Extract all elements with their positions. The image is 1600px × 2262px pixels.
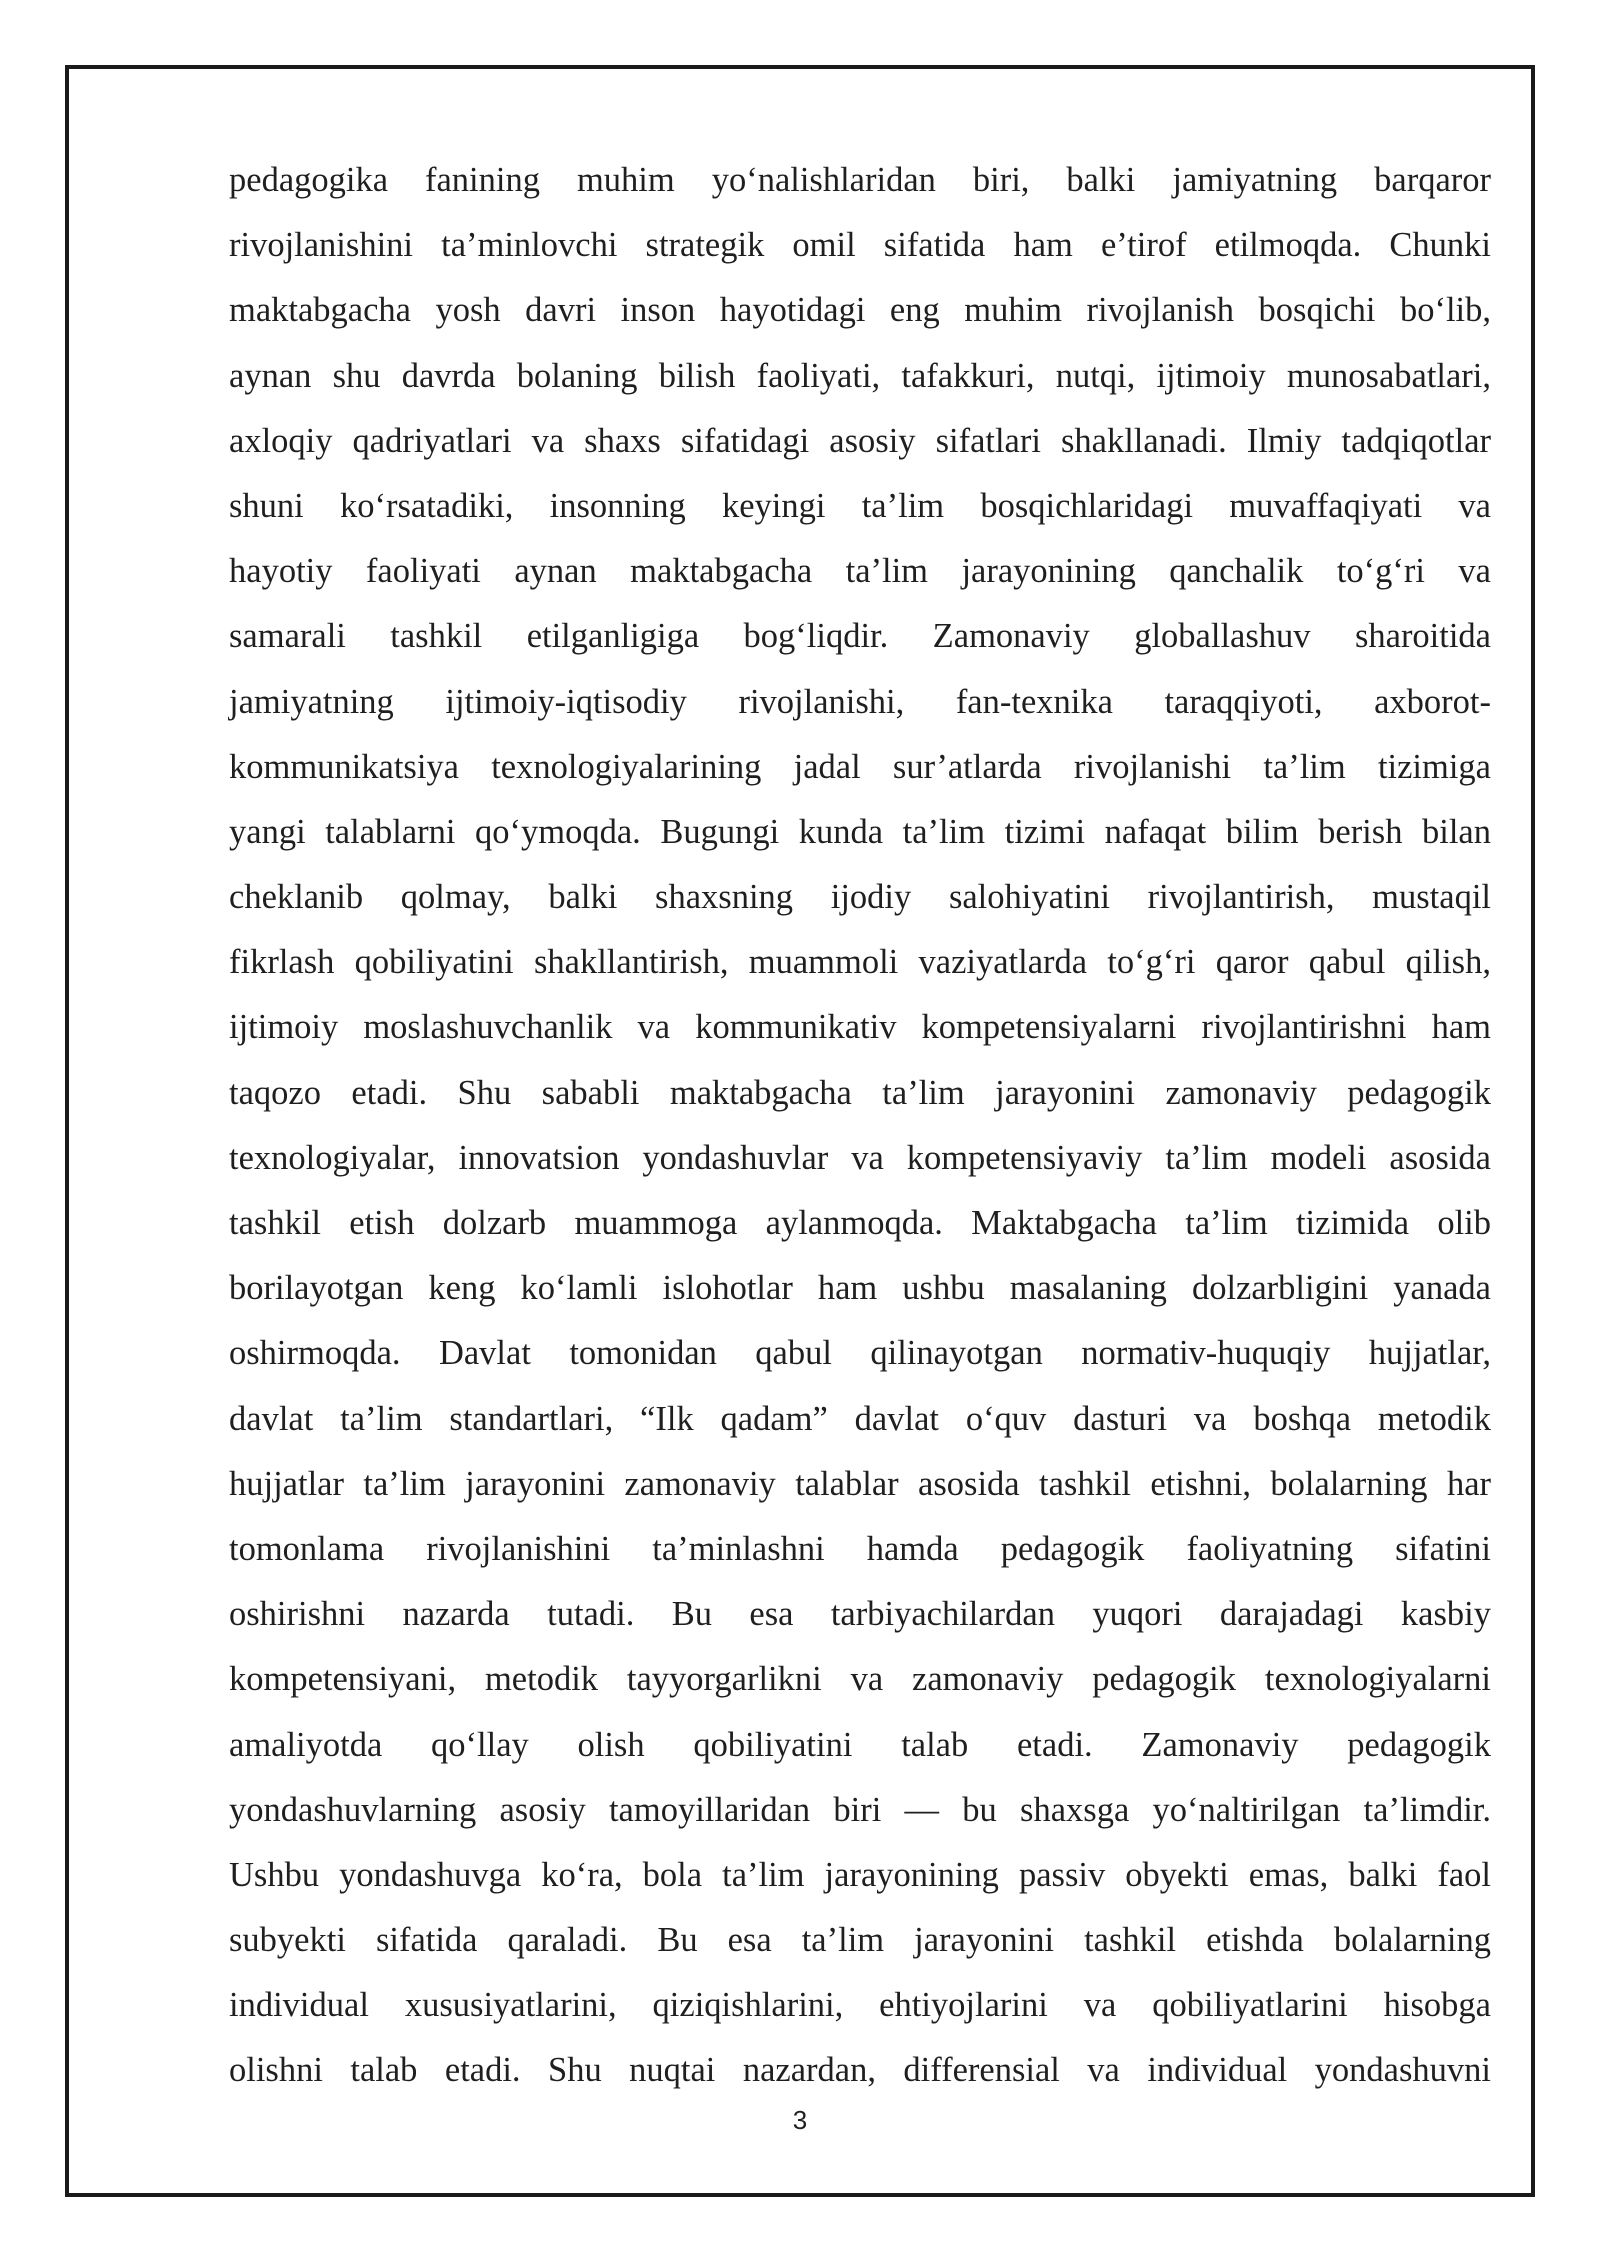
text-line: taqozo etadi. Shu sababli maktabgacha ta’lim jarayonini zamonaviy pedagogik (229, 1073, 1491, 1112)
text-line: kommunikatsiya texnologiyalarining jadal sur’atlarda rivojlanishi ta’lim tizimiga (229, 747, 1491, 786)
text-line: yangi talablarni qo‘ymoqda. Bugungi kunda ta’lim tizimi nafaqat bilim berish bilan (229, 812, 1491, 851)
body-text (229, 148, 1491, 2104)
text-line: yondashuvlarning asosiy tamoyillaridan biri — bu shaxsga yo‘naltirilgan ta’limdir. (229, 1790, 1491, 1829)
text-line: ijtimoiy moslashuvchanlik va kommunikativ kompetensiyalarni rivojlantirishni ham (229, 1008, 1491, 1047)
text-line: rivojlanishini ta’minlovchi strategik omil sifatida ham e’tirof etilmoqda. Chunki (229, 226, 1491, 265)
text-line: texnologiyalar, innovatsion yondashuvlar va kompetensiyaviy ta’lim modeli asosida (229, 1138, 1491, 1177)
text-line: fikrlash qobiliyatini shakllantirish, muammoli vaziyatlarda to‘g‘ri qaror qabul qilish, (229, 943, 1491, 982)
text-line: aynan shu davrda bolaning bilish faoliyati, tafakkuri, nutqi, ijtimoiy munosabatlari, (229, 356, 1491, 395)
text-line: oshirishni nazarda tutadi. Bu esa tarbiyachilardan yuqori darajadagi kasbiy (229, 1595, 1491, 1634)
text-line: hayotiy faoliyati aynan maktabgacha ta’lim jarayonining qanchalik to‘g‘ri va (229, 552, 1491, 591)
text-line: davlat ta’lim standartlari, “Ilk qadam” davlat o‘quv dasturi va boshqa metodik (229, 1399, 1491, 1438)
text-line: samarali tashkil etilganligiga bog‘liqdir. Zamonaviy globallashuv sharoitida (229, 617, 1491, 656)
text-line: Ushbu yondashuvga ko‘ra, bola ta’lim jarayonining passiv obyekti emas, balki faol (229, 1855, 1491, 1894)
text-line: kompetensiyani, metodik tayyorgarlikni va zamonaviy pedagogik texnologiyalarni (229, 1660, 1491, 1699)
text-line: hujjatlar ta’lim jarayonini zamonaviy talablar asosida tashkil etishni, bolalarning har (229, 1464, 1491, 1503)
text-line: borilayotgan keng ko‘lamli islohotlar ham ushbu masalaning dolzarbligini yanada (229, 1269, 1491, 1308)
text-line: axloqiy qadriyatlari va shaxs sifatidagi asosiy sifatlari shakllanadi. Ilmiy tadqiqotlar (229, 421, 1491, 460)
text-line: cheklanib qolmay, balki shaxsning ijodiy salohiyatini rivojlantirish, mustaqil (229, 878, 1491, 917)
text-line: tomonlama rivojlanishini ta’minlashni hamda pedagogik faoliyatning sifatini (229, 1529, 1491, 1568)
page-number: 3 (792, 2105, 808, 2135)
text-line: shuni ko‘rsatadiki, insonning keyingi ta’lim bosqichlaridagi muvaffaqiyati va (229, 486, 1491, 525)
text-line: jamiyatning ijtimoiy-iqtisodiy rivojlanishi, fan-texnika taraqqiyoti, axborot- (229, 682, 1491, 721)
text-line: oshirmoqda. Davlat tomonidan qabul qilinayotgan normativ-huquqiy hujjatlar, (229, 1334, 1491, 1373)
text-line: olishni talab etadi. Shu nuqtai nazardan, differensial va individual yondashuvni (229, 2051, 1491, 2090)
text-line: individual xususiyatlarini, qiziqishlarini, ehtiyojlarini va qobiliyatlarini hisobga (229, 1986, 1491, 2025)
text-line: amaliyotda qo‘llay olish qobiliyatini talab etadi. Zamonaviy pedagogik (229, 1725, 1491, 1764)
text-line: subyekti sifatida qaraladi. Bu esa ta’lim jarayonini tashkil etishda bolalarning (229, 1921, 1491, 1960)
text-line: pedagogika fanining muhim yo‘nalishlaridan biri, balki jamiyatning barqaror (229, 161, 1491, 199)
text-line: tashkil etish dolzarb muammoga aylanmoqda. Maktabgacha ta’lim tizimida olib (229, 1204, 1491, 1242)
text-line: maktabgacha yosh davri inson hayotidagi eng muhim rivojlanish bosqichi bo‘lib, (229, 291, 1491, 330)
